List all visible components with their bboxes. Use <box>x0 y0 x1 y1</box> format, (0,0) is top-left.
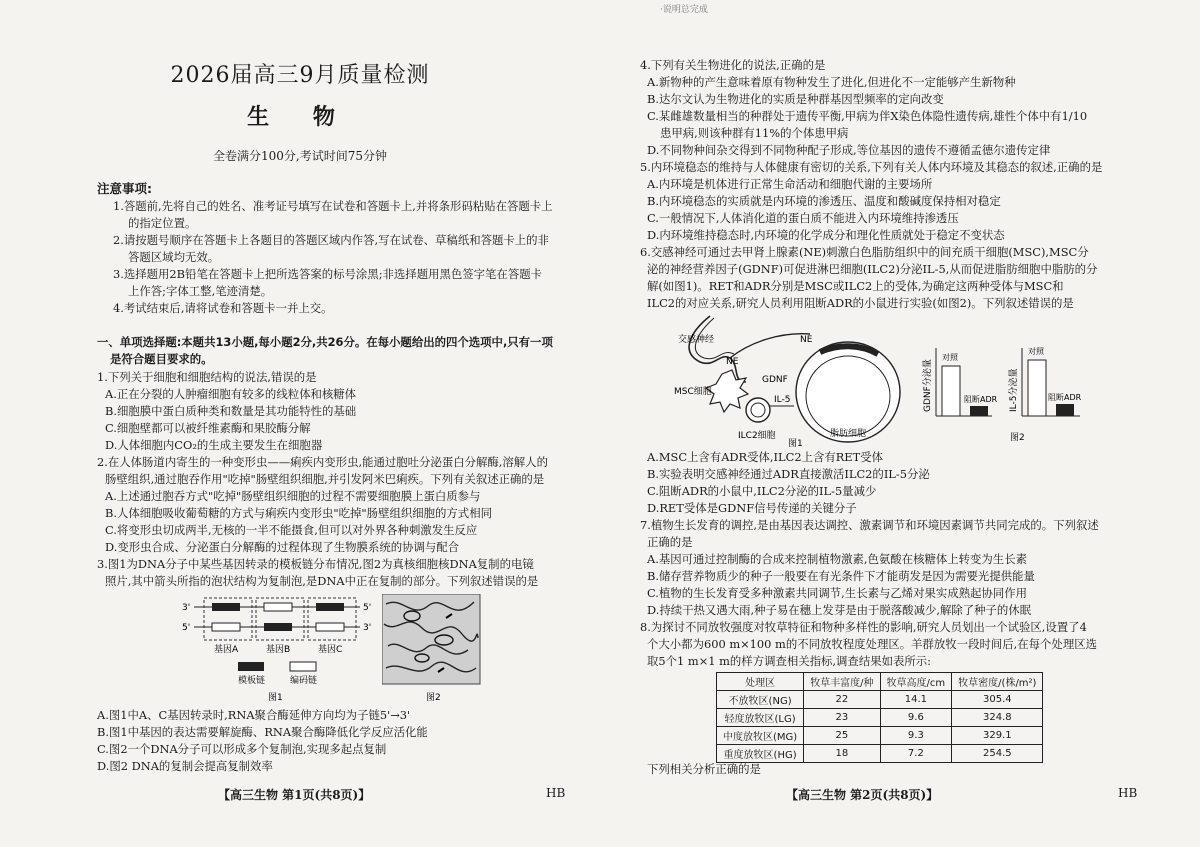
option: A.正在分裂的人肿瘤细胞有较多的线粒体和核糖体 <box>105 387 357 401</box>
fat-cell-shape <box>796 342 900 442</box>
option: A.基因可通过控制酶的合成来控制植物激素,色氨酸在核糖体上转变为生长素 <box>647 552 1027 566</box>
chart-ylabel: GDNF分泌量 <box>923 359 933 412</box>
table-header: 牧草高度/cm <box>880 673 952 691</box>
bar-label: 对照 <box>1028 347 1044 356</box>
option: B.内环境稳态的实质就是内环境的渗透压、温度和酸碱度保持相对稳定 <box>647 194 1001 208</box>
exam-info: 全卷满分100分,考试时间75分钟 <box>213 149 387 163</box>
bar-label: 阻断ADR <box>1048 393 1082 402</box>
option: C.将变形虫切成两半,无核的一半不能摄食,但可以对外界各种刺激发生反应 <box>105 523 478 537</box>
question-stem: 2.在人体肠道内寄生的一种变形虫——痢疾内变形虫,能通过胞吐分泌蛋白分解酶,溶解人的 <box>97 455 548 469</box>
question-stem: 取5个1 m×1 m的样方调查相关指标,调查结果如表所示: <box>647 654 932 668</box>
footer-code: HB <box>1118 786 1138 800</box>
option: A.内环境是机体进行正常生命活动和细胞代谢的主要场所 <box>647 177 933 191</box>
table-cell: 7.2 <box>880 745 952 763</box>
table-row <box>717 709 1043 727</box>
bar-label: 对照 <box>942 353 958 362</box>
bar-label: 阻断ADR <box>964 395 998 404</box>
notice-line: 2.请按题号顺序在答题卡上各题目的答题区域内作答,写在试卷、草稿纸和答题卡上的非 <box>113 233 549 247</box>
coding-strand-block <box>264 603 292 611</box>
option: B.实验表明交感神经通过ADR直接激活ILC2的IL-5分泌 <box>647 467 930 481</box>
question-stem: 照片,其中箭头所指的泡状结构为复制泡,是DNA中正在复制的部分。下列叙述错误的是 <box>105 574 539 588</box>
question-stem: 解(如图1)。RET和ADR分别是MSC或ILC2上的受体,为确定这两种受体与MSC和 <box>647 279 1064 293</box>
nerve-fiber <box>689 316 746 382</box>
grazing-table <box>716 672 1043 763</box>
table-cell: 14.1 <box>880 691 952 709</box>
chart-ylabel: IL-5分泌量 <box>1009 368 1019 412</box>
table-cell: 9.6 <box>880 709 952 727</box>
figure-caption: 图2 <box>1010 433 1025 443</box>
legend-label: 编码链 <box>290 676 318 686</box>
question-stem: 3.图1为DNA分子中某些基因转录的模板链分布情况,图2为真核细胞核DNA复制的电镜 <box>97 557 534 571</box>
table-cell: 重度放牧区(HG) <box>717 745 804 763</box>
table-cell: 18 <box>804 745 880 763</box>
strand-label: 5' <box>363 603 372 613</box>
subject-title: 生 物 <box>247 104 353 130</box>
footer-page-number: 【高三生物 第1页(共8页)】 <box>218 788 371 802</box>
footer-code: HB <box>546 786 566 800</box>
option: A.上述通过胞吞方式"吃掉"肠壁组织细胞的过程不需要细胞膜上蛋白质参与 <box>105 489 481 503</box>
question-stem: 肠壁组织,通过胞吞作用"吃掉"肠壁组织细胞,并引发阿米巴痢疾。下列有关叙述正确的是 <box>105 472 545 486</box>
notice-line: 4.考试结束后,请将试卷和答题卡一并上交。 <box>113 301 333 315</box>
msc-ilc2-diagram <box>670 312 910 450</box>
exam-title: 2026届高三9月质量检测 <box>170 63 430 88</box>
dna-replication-em-photo <box>382 594 482 702</box>
option: C.一般情况下,人体消化道的蛋白质不能进入内环境维持渗透压 <box>647 211 959 225</box>
question-stem: 4.下列有关生物进化的说法,正确的是 <box>640 58 826 72</box>
option: C.某雌雄数量相当的种群处于遗传平衡,甲病为伴X染色体隐性遗传病,雄性个体中有1/10 <box>647 109 1088 123</box>
option: C.细胞壁都可以被纤维素酶和果胶酶分解 <box>105 421 311 435</box>
table-header-row <box>717 673 1043 691</box>
notice-line: 答题区域均无效。 <box>128 250 220 264</box>
strand-label: 5' <box>182 623 191 633</box>
table-row <box>717 745 1043 763</box>
footer-page-number: 【高三生物 第2页(共8页)】 <box>786 788 939 802</box>
notice-line: 上作答;字体工整,笔迹清楚。 <box>128 284 273 298</box>
table-header: 牧草丰富度/种 <box>804 673 880 691</box>
question-stem: 6.交感神经可通过去甲肾上腺素(NE)刺激白色脂肪组织中的间充质干细胞(MSC),MSC分 <box>640 245 1089 259</box>
coding-strand-block <box>212 623 240 631</box>
option: B.人体细胞吸收葡萄糖的方式与痢疾内变形虫"吃掉"肠壁组织细胞的方式相同 <box>105 506 492 520</box>
table-cell: 中度放牧区(MG) <box>717 727 804 745</box>
table-cell: 25 <box>804 727 880 745</box>
section-heading: 是符合题目要求的。 <box>110 352 213 366</box>
table-cell: 轻度放牧区(LG) <box>717 709 804 727</box>
notice-line: 的指定位置。 <box>128 216 197 230</box>
fat-label: 脂肪细胞 <box>830 429 867 439</box>
option: B.细胞膜中蛋白质种类和数量是其功能特性的基础 <box>105 404 357 418</box>
table-header: 牧草密度/(株/m²) <box>952 673 1043 691</box>
nerve-label: 交感神经 <box>678 335 715 345</box>
option: B.储存营养物质少的种子一般要在有光条件下才能萌发是因为需要光提供能量 <box>647 569 1035 583</box>
figure-caption: 图1 <box>788 439 803 449</box>
option: D.图2 DNA的复制会提高复制效率 <box>97 759 273 773</box>
table-cell: 305.4 <box>952 691 1043 709</box>
bar-control <box>1028 360 1046 416</box>
question-stem: 5.内环境稳态的维持与人体健康有密切的关系,下列有关人体内环境及其稳态的叙述,正确的是 <box>640 160 1103 174</box>
msc-cell-shape <box>706 370 748 412</box>
ne-label: NE <box>726 357 739 367</box>
question-stem: 泌的神经营养因子(GDNF)可促进淋巴细胞(ILC2)分泌IL-5,从而促进脂肪细胞中脂肪的分 <box>647 262 1098 276</box>
coding-strand-block <box>316 623 344 631</box>
template-strand-block <box>212 603 240 611</box>
question-stem: 正确的是 <box>647 535 693 549</box>
option: D.持续干热又遇大雨,种子易在穗上发芽是由于脱落酸减少,解除了种子的休眠 <box>647 603 1032 617</box>
bar-blocked <box>1056 404 1074 416</box>
notice-line: 3.选择题用2B铅笔在答题卡上把所选答案的标号涂黑;非选择题用黑色签字笔在答题卡 <box>113 267 542 281</box>
table-row <box>717 691 1043 709</box>
question-stem: 1.下列关于细胞和细胞结构的说法,错误的是 <box>97 370 317 384</box>
msc-label: MSC细胞 <box>674 387 712 397</box>
option: D.人体细胞内CO₂的生成主要发生在细胞器 <box>105 438 323 452</box>
notice-line: 1.答题前,先将自己的姓名、准考证号填写在试卷和答题卡上,并将条形码粘贴在答题卡上 <box>113 199 553 213</box>
table-cell: 254.5 <box>952 745 1043 763</box>
table-cell: 23 <box>804 709 880 727</box>
question-stem: ILC2的对应关系,研究人员利用阻断ADR的小鼠进行实验(如图2)。下列叙述错误的是 <box>647 296 1074 310</box>
option: D.RET受体是GDNF信号传递的关键分子 <box>647 501 857 515</box>
table-cell: 329.1 <box>952 727 1043 745</box>
table-cell: 324.8 <box>952 709 1043 727</box>
option: B.达尔文认为生物进化的实质是种群基因型频率的定向改变 <box>647 92 944 106</box>
question-stem: 7.植物生长发育的调控,是由基因表达调控、激素调节和环境因素调节共同完成的。下列叙述 <box>640 518 1099 532</box>
question-stem: 8.为探讨不同放牧强度对牧草特征和物种多样性的影响,研究人员划出一个试验区,设置了4 <box>640 620 1087 634</box>
option: D.变形虫合成、分泌蛋白分解酶的过程体现了生物膜系统的协调与配合 <box>105 540 460 554</box>
option: A.图1中A、C基因转录时,RNA聚合酶延伸方向均为子链5'→3' <box>97 708 411 722</box>
table-header: 处理区 <box>717 673 804 691</box>
figure-caption: 图1 <box>268 693 283 702</box>
ilc2-label: ILC2细胞 <box>738 431 776 441</box>
secretion-bar-charts <box>920 342 1100 446</box>
gene-label: 基因A <box>214 645 239 655</box>
il5-label: IL-5 <box>774 395 791 405</box>
question-stem: 个大小都为600 m×100 m的不同放牧程度处理区。羊群放牧一段时间后,在每个处理区选 <box>647 637 1097 651</box>
option: C.植物的生长发育受多种激素共同调节,生长素与乙烯对果实成熟起协同作用 <box>647 586 1028 600</box>
template-strand-block <box>264 623 292 631</box>
header-small-text: ·说明总完成 <box>660 5 708 15</box>
bar-blocked <box>970 406 988 416</box>
option: C.阻断ADR的小鼠中,ILC2分泌的IL-5量减少 <box>647 484 877 498</box>
template-strand-block <box>316 603 344 611</box>
grazing-table-wrapper <box>716 672 1043 763</box>
option: C.图2一个DNA分子可以形成多个复制泡,实现多起点复制 <box>97 742 387 756</box>
dna-template-figure <box>180 594 380 702</box>
strand-label: 3' <box>182 603 191 613</box>
gene-label: 基因B <box>266 645 291 655</box>
option: B.图1中基因的表达需要解旋酶、RNA聚合酶降低化学反应活化能 <box>97 725 428 739</box>
option: D.内环境维持稳态时,内环境的化学成分和理化性质就处于稳定不变状态 <box>647 228 1005 242</box>
gdnf-label: GDNF <box>762 375 788 385</box>
ne-label: NE <box>800 335 813 345</box>
table-cell: 不放牧区(NG) <box>717 691 804 709</box>
table-row <box>717 727 1043 745</box>
gene-label: 基因C <box>318 645 343 655</box>
right-page <box>600 0 1200 847</box>
strand-label: 3' <box>363 623 372 633</box>
section-heading: 一、单项选择题:本题共13小题,每小题2分,共26分。在每小题给出的四个选项中,只有一项 <box>97 335 553 349</box>
table-cell: 9.3 <box>880 727 952 745</box>
option: D.不同物种间杂交得到不同物种配子形成,等位基因的遗传不遵循孟德尔遗传定律 <box>647 143 1051 157</box>
ilc2-cell-shape <box>746 398 770 422</box>
option: A.MSC上含有ADR受体,ILC2上含有RET受体 <box>647 450 884 464</box>
option: 患甲病,则该种群有11%的个体患甲病 <box>660 126 849 140</box>
table-cell: 22 <box>804 691 880 709</box>
question-stem: 下列相关分析正确的是 <box>647 762 761 776</box>
option: A.新物种的产生意味着原有物种发生了进化,但进化不一定能够产生新物种 <box>647 75 1016 89</box>
figure-caption: 图2 <box>426 693 441 702</box>
bar-control <box>942 366 960 416</box>
legend-label: 模板链 <box>238 676 266 686</box>
notice-heading: 注意事项: <box>97 181 152 196</box>
